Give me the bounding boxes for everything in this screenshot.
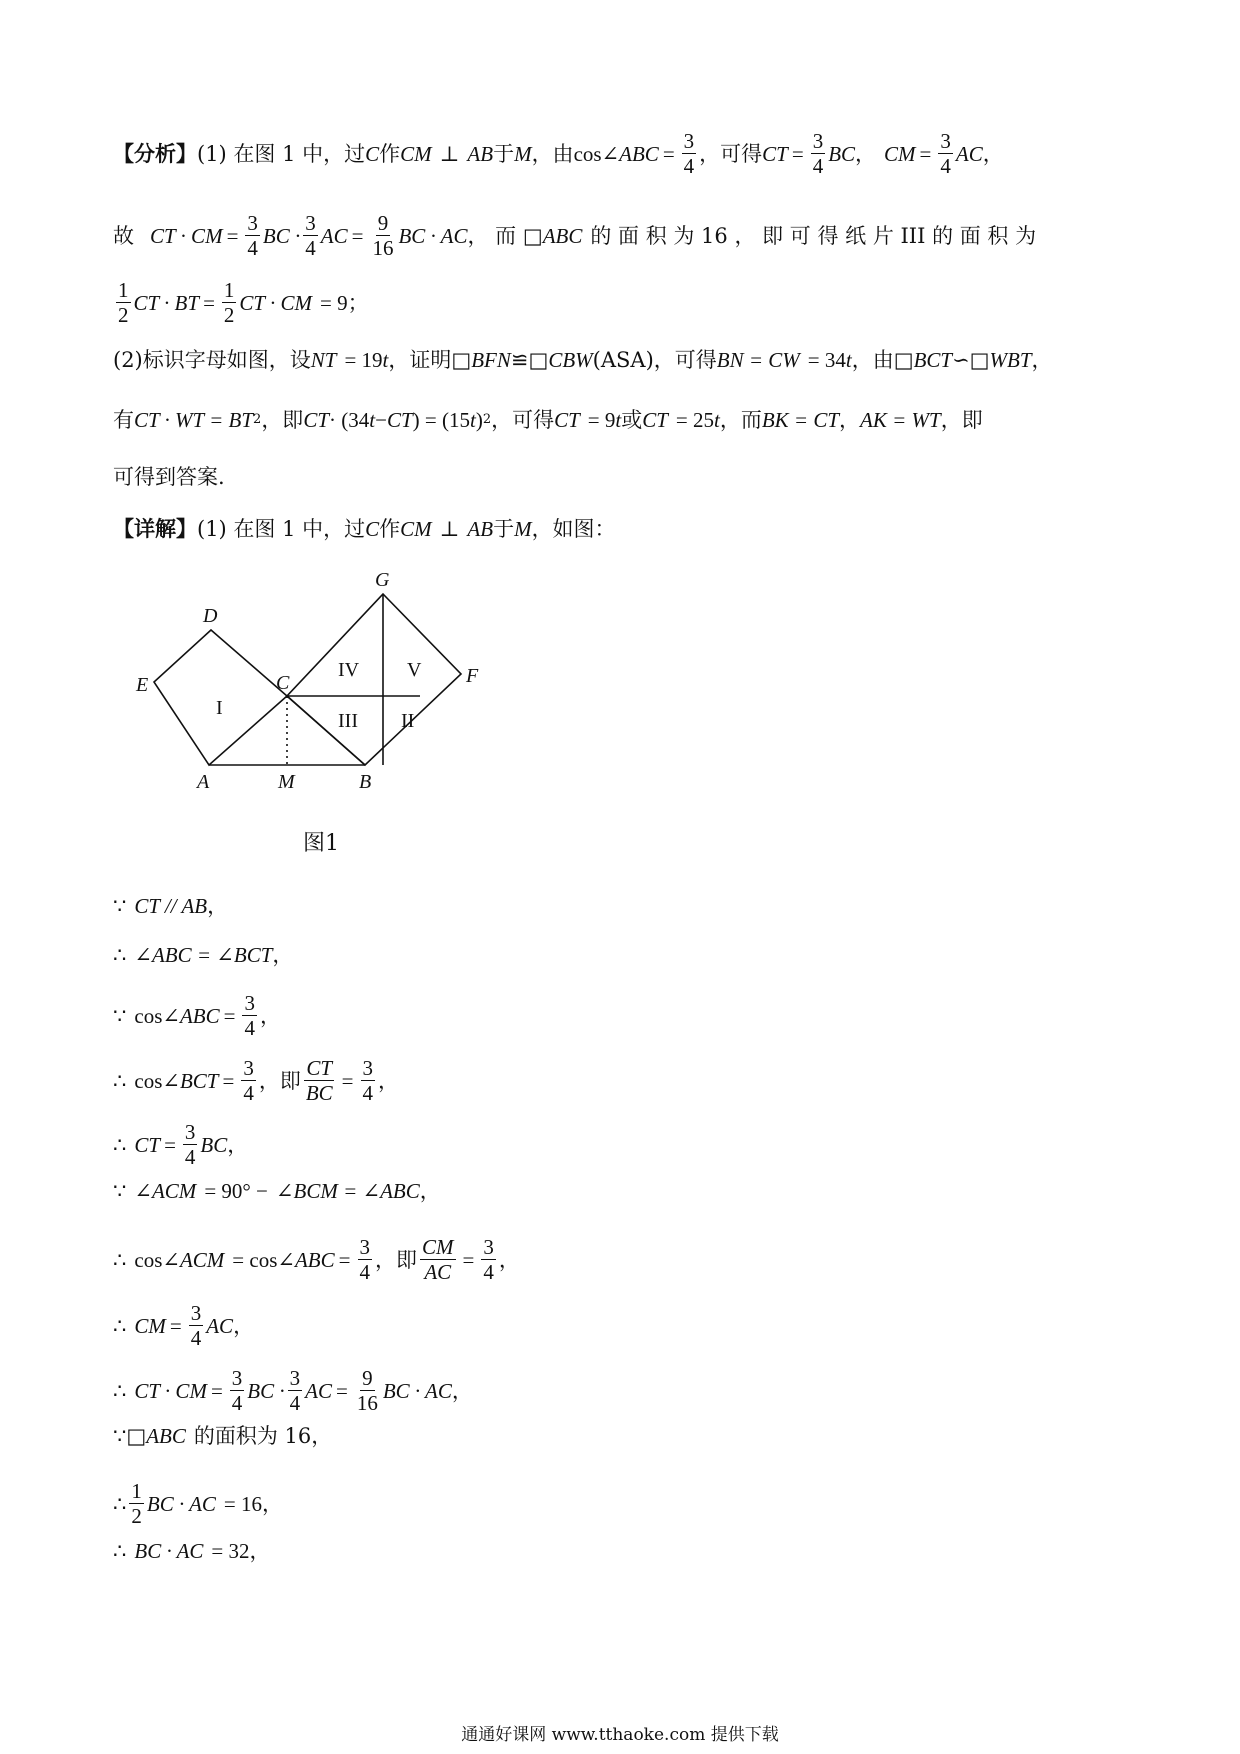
- math-op: =: [462, 1247, 475, 1272]
- math-var: AC: [320, 223, 348, 248]
- label-A: A: [197, 771, 210, 793]
- math-var: CBW: [548, 348, 593, 372]
- text: 作: [379, 517, 401, 541]
- math-var: CM: [134, 1313, 166, 1338]
- step-9: [113, 1367, 473, 1414]
- text: ，: [451, 1378, 473, 1403]
- math-expr: BC ·: [262, 223, 301, 248]
- math-symbol: ∵: [113, 1179, 127, 1203]
- math-var: CM: [884, 141, 916, 166]
- text: = 16，: [223, 1491, 284, 1516]
- square-BCGF: [287, 594, 461, 765]
- math-expr: BC ·: [247, 1378, 285, 1403]
- math-expr: CT // AB: [134, 894, 208, 918]
- math-expr: BC · AC: [382, 1378, 452, 1403]
- math-func: cos∠: [134, 1068, 180, 1093]
- region-III: III: [338, 710, 358, 732]
- text: ，即: [258, 1068, 301, 1093]
- text: 或: [621, 408, 643, 432]
- analysis-line-5: 有 CT · WT = BT 2 ，即 CT · (34 t − CT ) = (15 t ) 2 ，可得 CT = 9 t 或 CT = 25 t ，而 BK = CT ， AK = WT ，即: [113, 405, 983, 435]
- region-IV: IV: [338, 659, 360, 681]
- label-M: M: [278, 771, 295, 793]
- math-var: CM: [400, 141, 432, 166]
- detail-heading: 【详解】: [113, 516, 197, 541]
- math-expr: ) = (15: [412, 408, 470, 432]
- text: ，: [259, 1003, 281, 1028]
- math-var: t: [615, 408, 622, 432]
- math-var: CT: [642, 408, 668, 432]
- text: ∽□: [952, 348, 990, 372]
- label-E: E: [136, 674, 149, 696]
- step-6: [113, 1176, 441, 1206]
- math-symbol: ∴: [113, 943, 127, 967]
- math-expr: BC · AC: [398, 223, 468, 248]
- math-var: t: [845, 348, 852, 372]
- text: (1) 在图 1 中，过: [197, 141, 366, 166]
- text: ，: [419, 1179, 441, 1203]
- math-var: t: [382, 348, 389, 372]
- math-op: =: [791, 141, 804, 166]
- math-op: =: [341, 1068, 354, 1093]
- fraction: $\frac{CM}{AC}$: [422, 1235, 454, 1284]
- step-11: [113, 1480, 283, 1527]
- text: ，: [1031, 348, 1053, 372]
- math-var: ABC: [619, 141, 659, 166]
- text: ≌□: [510, 348, 549, 372]
- text: ， 而 □: [467, 223, 543, 248]
- math-expr: AK = WT: [860, 408, 941, 432]
- step-8: [113, 1302, 254, 1349]
- text: ，: [378, 1068, 400, 1093]
- fraction: $\frac{3}{4}$: [359, 1235, 370, 1284]
- perp-symbol: ⊥: [439, 517, 460, 541]
- math-var: CT: [762, 141, 788, 166]
- text: ，: [982, 141, 1004, 166]
- fraction: $\frac{3}{4}$: [362, 1056, 374, 1105]
- fraction: $\frac{3}{4}$: [184, 1120, 196, 1169]
- math-op: =: [223, 1003, 236, 1028]
- math-op: =: [169, 1313, 182, 1338]
- math-expr: CT · WT = BT: [134, 408, 254, 432]
- step-2: [113, 940, 293, 970]
- math-op: −: [375, 408, 387, 432]
- text: 于: [493, 141, 515, 166]
- fraction: $\frac{3}{4}$: [231, 1366, 243, 1415]
- math-expr: = 34: [807, 348, 846, 372]
- text: ，: [233, 1313, 255, 1338]
- text: ，可得: [699, 141, 763, 166]
- math-expr: CT · CM: [150, 223, 223, 248]
- math-var: ABC: [542, 223, 583, 248]
- math-symbol: ∴: [113, 1132, 127, 1157]
- math-var: AC: [955, 141, 983, 166]
- math-symbol: ∵: [113, 1003, 127, 1028]
- math-expr: ∠BCM = ∠ABC: [275, 1179, 420, 1203]
- math-var: BCT: [913, 348, 953, 372]
- page-footer: 通通好课网 www.tthaoke.com 提供下载: [461, 1725, 779, 1745]
- math-func: cos∠: [134, 1003, 180, 1028]
- math-var: t: [714, 408, 720, 432]
- math-symbol: ∵: [113, 894, 127, 918]
- detail-line: [113, 514, 616, 544]
- math-expr: CT · CM: [134, 1378, 207, 1403]
- fraction: $\frac{3}{4}$: [247, 211, 258, 260]
- fraction: $\frac{3}{4}$: [190, 1301, 202, 1350]
- math-symbol: ∴: [113, 1378, 127, 1403]
- math-op: =: [164, 1132, 176, 1157]
- math-var: AC: [305, 1378, 332, 1403]
- math-var: ABC: [179, 1003, 220, 1028]
- step-10: [113, 1421, 332, 1451]
- math-expr: BN = CW: [716, 348, 800, 372]
- analysis-line-4: [113, 345, 1053, 375]
- text: ，证明□: [388, 348, 472, 372]
- fraction: $\frac{3}{4}$: [243, 1056, 254, 1105]
- text: ，如图：: [531, 517, 616, 541]
- math-expr: = 9: [587, 408, 616, 432]
- text: 故: [113, 223, 134, 248]
- text: ，: [855, 141, 877, 166]
- label-F: F: [466, 665, 479, 687]
- math-op: =: [351, 223, 364, 248]
- math-var: M: [514, 141, 532, 166]
- text: ，即: [940, 408, 983, 432]
- geometry-figure: [130, 570, 510, 800]
- math-var: C: [365, 517, 380, 541]
- math-symbol: ∴: [113, 1491, 127, 1516]
- math-expr: = 19: [344, 348, 383, 372]
- math-symbol: ∵□: [113, 1424, 147, 1448]
- math-var: AB: [467, 517, 494, 541]
- math-var: ABC: [294, 1247, 335, 1272]
- math-op: =: [919, 141, 932, 166]
- text: ，: [839, 408, 861, 432]
- math-op: =: [338, 1247, 351, 1272]
- math-expr: ∠ABC = ∠BCT: [134, 943, 273, 967]
- math-op: =: [222, 1068, 235, 1093]
- math-var: C: [365, 141, 380, 166]
- math-var: t: [369, 408, 376, 432]
- step-1: [113, 891, 228, 921]
- step-3: [113, 992, 281, 1039]
- math-symbol: ∴: [113, 1247, 127, 1272]
- math-var: BC: [828, 141, 856, 166]
- fraction: $\frac{3}{4}$: [244, 991, 255, 1040]
- step-5: [113, 1121, 248, 1168]
- text: 作: [379, 141, 401, 166]
- math-expr: ∠ACM: [134, 1179, 197, 1203]
- region-V: V: [407, 659, 422, 681]
- math-var: CT: [386, 408, 413, 432]
- math-op: =: [662, 141, 675, 166]
- math-expr: = 90° −: [204, 1179, 268, 1203]
- math-func: cos∠: [573, 141, 620, 166]
- text: ，即: [375, 1247, 417, 1272]
- text: ，由: [531, 141, 574, 166]
- analysis-line-6: [113, 462, 225, 492]
- math-var: ABC: [146, 1424, 186, 1448]
- math-var: AC: [206, 1313, 234, 1338]
- label-C: C: [276, 672, 290, 694]
- math-expr: CT · CM: [239, 290, 312, 315]
- math-op: =: [210, 1378, 223, 1403]
- text: 可得到答案.: [113, 465, 225, 489]
- math-expr: · (34: [329, 408, 370, 432]
- label-G: G: [375, 570, 390, 591]
- math-symbol: ∴: [113, 1313, 127, 1338]
- math-op: =: [226, 223, 239, 248]
- text: (ASA)，可得: [592, 348, 717, 372]
- analysis-line-3: [113, 279, 369, 326]
- text: ，由□: [851, 348, 914, 372]
- math-op: ): [475, 408, 483, 432]
- math-var: CT: [554, 408, 580, 432]
- math-expr: = 25: [675, 408, 714, 432]
- math-func: = cos∠: [232, 1247, 295, 1272]
- fraction: $\frac{3}{4}$: [683, 129, 695, 178]
- text: ，即: [261, 408, 304, 432]
- fraction: $\frac{1}{2}$: [223, 278, 235, 327]
- text: ，: [207, 894, 229, 918]
- math-var: BC: [200, 1132, 228, 1157]
- text: ，而: [719, 408, 762, 432]
- text: = 32，: [211, 1539, 271, 1563]
- fraction: $\frac{3}{4}$: [305, 211, 316, 260]
- fraction: $\frac{9}{16}$: [372, 211, 394, 260]
- fraction: $\frac{9}{16}$: [356, 1366, 378, 1415]
- analysis-line-2: [113, 212, 1036, 259]
- text: ，: [272, 943, 294, 967]
- math-var: CT: [303, 408, 329, 432]
- analysis-line-1: [113, 130, 1004, 177]
- math-expr: CT · BT: [133, 290, 200, 315]
- fraction: $\frac{3}{4}$: [289, 1366, 301, 1415]
- fraction: $\frac{3}{4}$: [940, 129, 951, 178]
- perp-symbol: ⊥: [439, 141, 460, 166]
- label-B: B: [359, 771, 372, 793]
- text: 有: [113, 408, 134, 432]
- math-var: M: [514, 517, 532, 541]
- text: ，可得: [491, 408, 555, 432]
- text: (2)标识字母如图，设: [113, 348, 311, 372]
- math-var: t: [469, 408, 476, 432]
- text: (1) 在图 1 中，过: [197, 517, 366, 541]
- math-op: =: [335, 1378, 348, 1403]
- step-4: [113, 1057, 399, 1104]
- math-func: cos∠: [134, 1247, 180, 1272]
- region-II: II: [401, 710, 415, 732]
- fraction: $\frac{CT}{BC}$: [305, 1056, 333, 1105]
- math-var: BCT: [179, 1068, 219, 1093]
- math-symbol: ∴: [113, 1539, 127, 1563]
- analysis-heading: 【分析】: [113, 140, 197, 166]
- math-expr: BK = CT: [761, 408, 840, 432]
- math-expr: BC · AC: [146, 1491, 216, 1516]
- text: ，: [227, 1132, 249, 1157]
- math-var: BFN: [471, 348, 511, 372]
- step-12: [113, 1536, 271, 1566]
- text: 的 面 积 为 16 ， 即 可 得 纸 片 III 的 面 积 为: [590, 223, 1037, 248]
- step-7: [113, 1236, 520, 1283]
- text: 于: [493, 517, 515, 541]
- region-I: I: [216, 697, 223, 719]
- math-var: AB: [467, 141, 494, 166]
- fraction: $\frac{3}{4}$: [812, 129, 824, 178]
- label-D: D: [203, 605, 218, 627]
- math-expr: BC · AC: [134, 1539, 204, 1563]
- math-op: =: [203, 290, 215, 315]
- math-var: ACM: [179, 1247, 225, 1272]
- math-var: WBT: [989, 348, 1032, 372]
- text: ，: [498, 1247, 520, 1272]
- text: 的面积为 16，: [193, 1424, 333, 1448]
- text: = 9；: [319, 290, 369, 315]
- math-var: CM: [400, 517, 432, 541]
- fraction: $\frac{1}{2}$: [131, 1479, 142, 1528]
- fraction: $\frac{1}{2}$: [118, 278, 129, 327]
- math-symbol: ∴: [113, 1068, 127, 1093]
- math-var: NT: [310, 348, 337, 372]
- fraction: $\frac{3}{4}$: [483, 1235, 494, 1284]
- math-var: CT: [134, 1132, 161, 1157]
- figure-caption: 图1: [303, 831, 339, 856]
